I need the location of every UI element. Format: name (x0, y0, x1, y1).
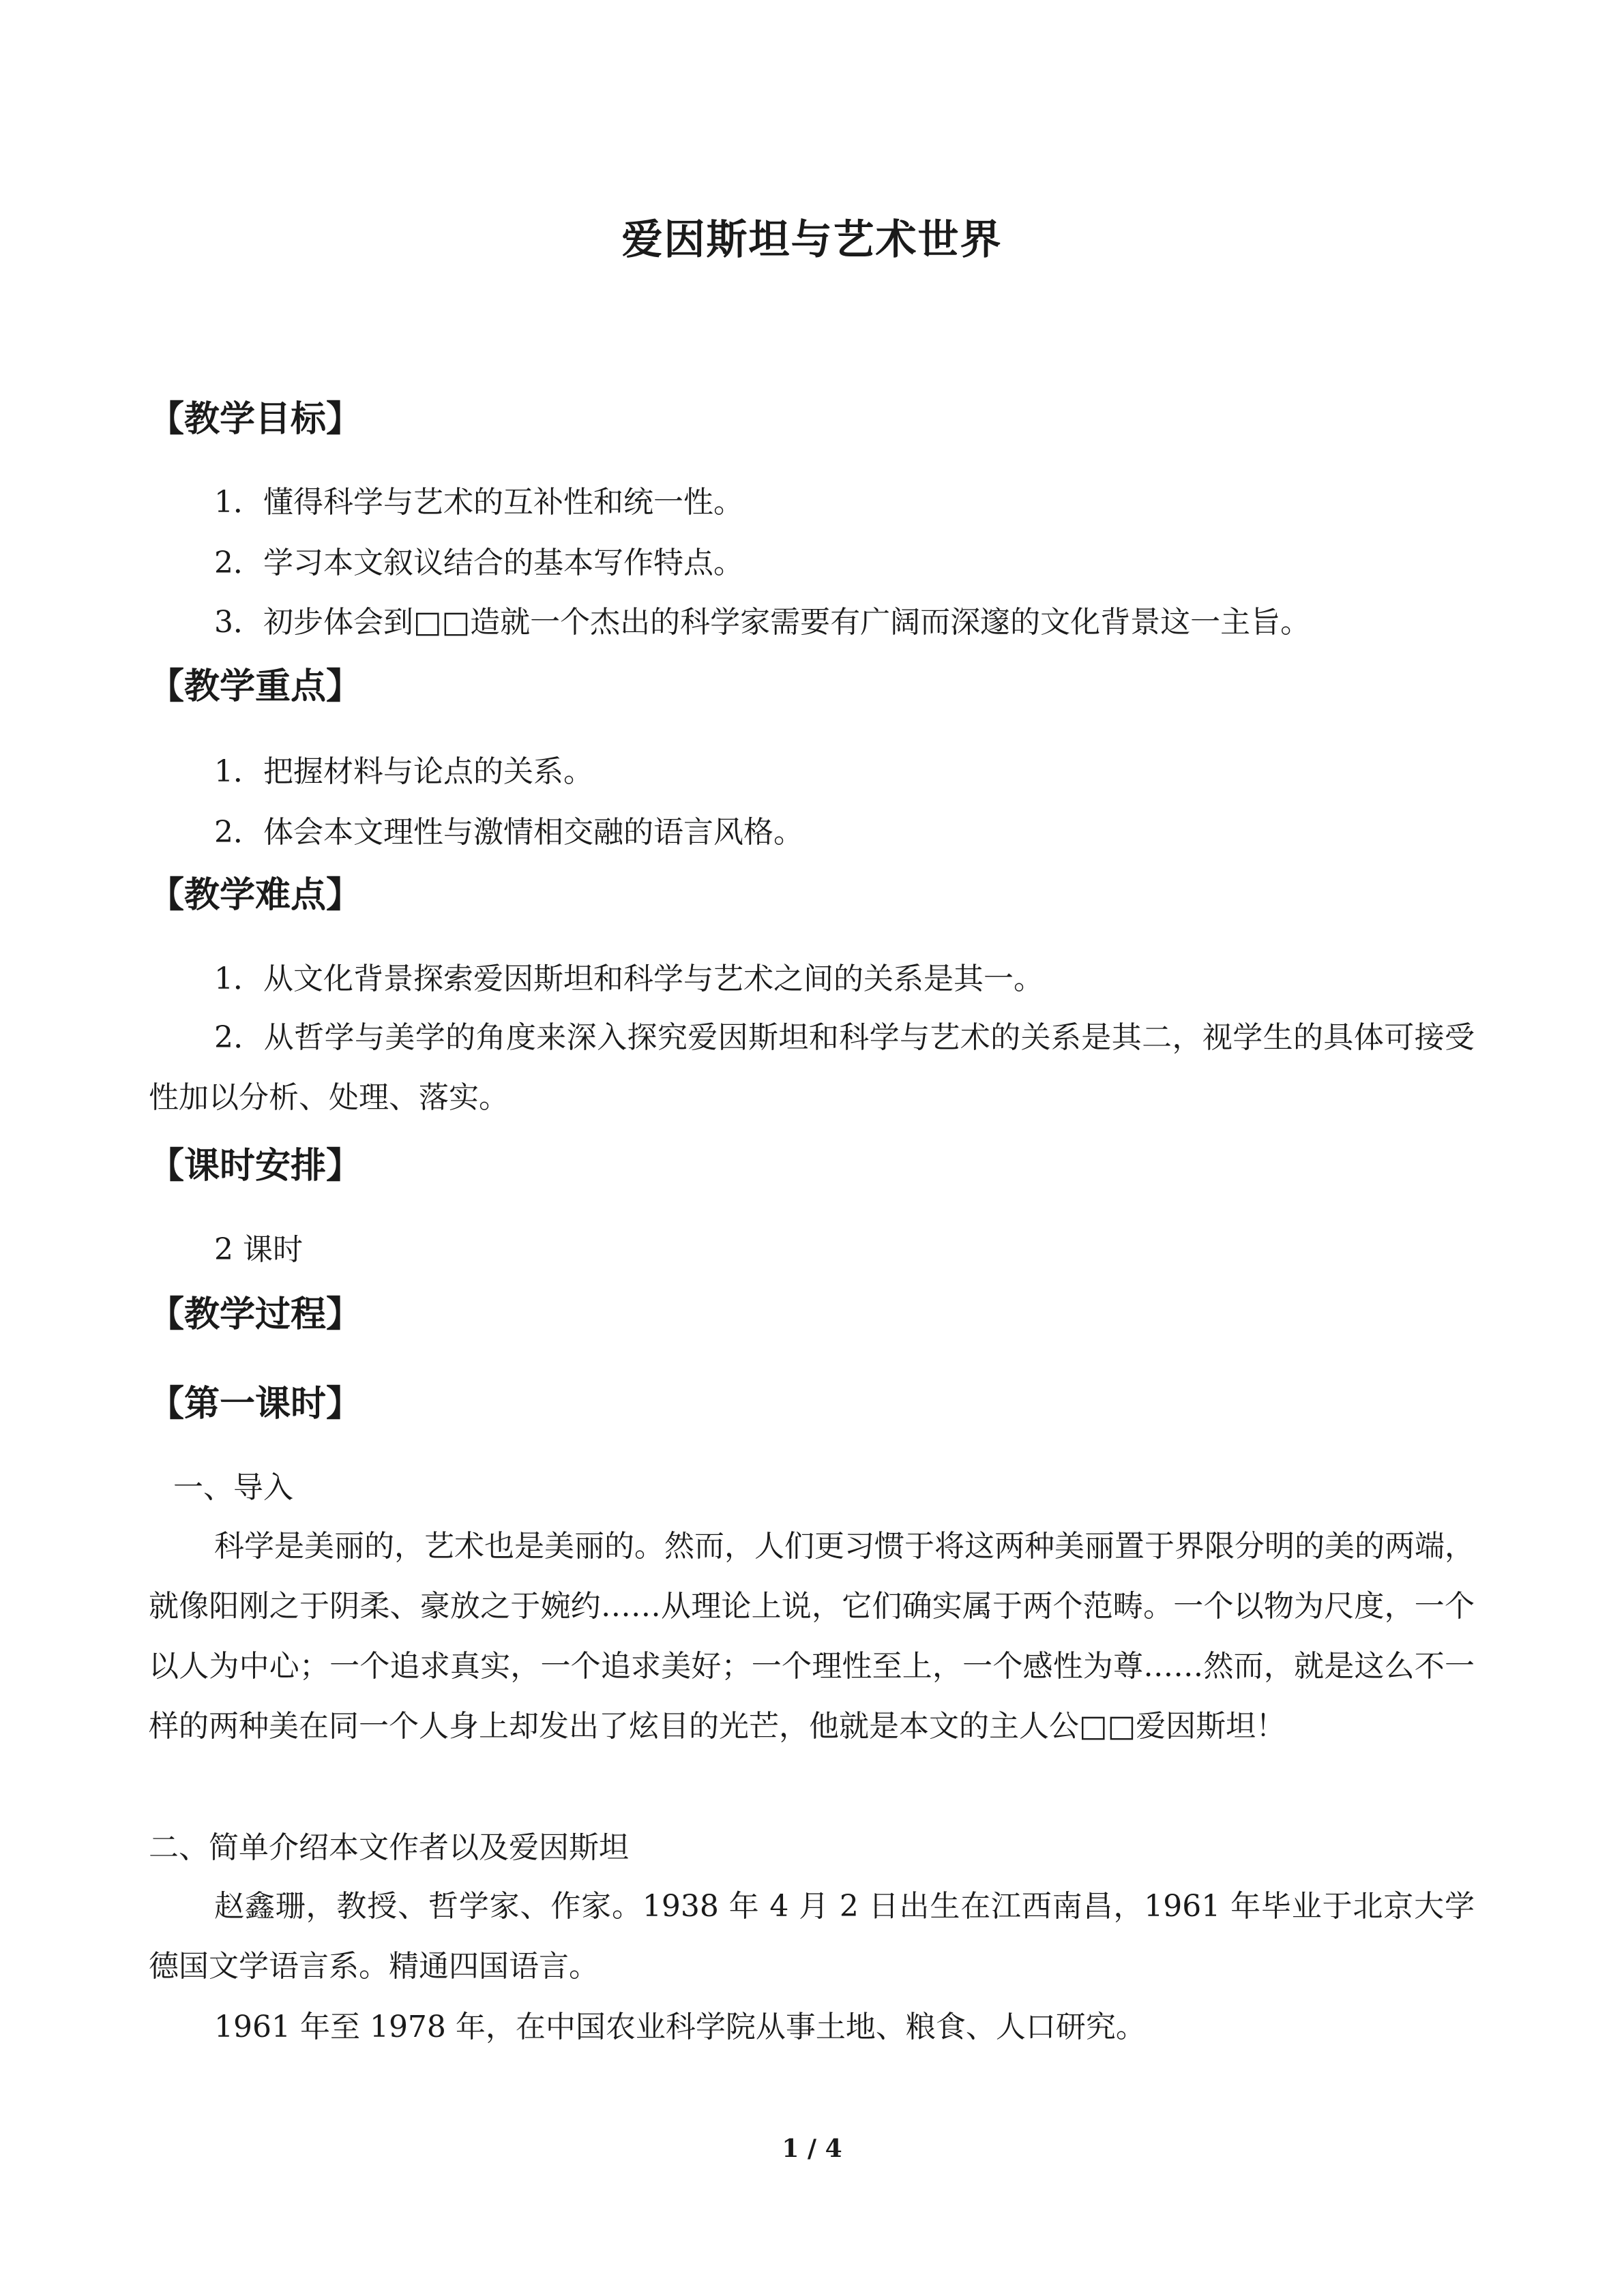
key-point-item-2: 2．体会本文理性与激情相交融的语言风格。 (214, 815, 803, 850)
part1-label: 一、导入 (173, 1470, 293, 1505)
part2-paragraph-1: 赵鑫珊，教授、哲学家、作家。1938 年 4 月 2 日出生在江西南昌，1961 年毕业于北京大学德国文学语言系。精通四国语言。 (149, 1889, 1475, 1984)
page-number: 1 / 4 (782, 2134, 842, 2163)
part2-paragraph-2: 1961 年至 1978 年，在中国农业科学院从事土地、粮食、人口研究。 (214, 2010, 1146, 2044)
heading-process: 【教学过程】 (149, 1294, 362, 1335)
part2-label: 二、简单介绍本文作者以及爱因斯坦 (149, 1830, 629, 1865)
schedule-text: 2 课时 (214, 1232, 303, 1267)
part1-paragraph: 科学是美丽的，艺术也是美丽的。然而，人们更习惯于将这两种美丽置于界限分明的美的两端，就像阳刚之于阴柔、豪放之于婉约……从理论上说，它们确实属于两个范畴。一个以物为尺度，一个以人为中心；一个追求真实，一个追求美好；一个理性至上，一个感性为尊……然而，就是这么不一样的两种美在同一个人身上却发出了炫目的光芒，他就是本文的主人公□□爱因斯坦！ (149, 1529, 1475, 1744)
heading-difficulties: 【教学难点】 (149, 875, 362, 916)
difficulty-item-1: 1．从文化背景探索爱因斯坦和科学与艺术之间的关系是其一。 (214, 961, 1044, 996)
objective-item-3: 3．初步体会到□□造就一个杰出的科学家需要有广阔而深邃的文化背景这一主旨。 (214, 605, 1311, 640)
objective-item-2: 2．学习本文叙议结合的基本写作特点。 (214, 546, 743, 580)
heading-lesson-1: 【第一课时】 (149, 1384, 362, 1425)
difficulty-item-2: 2．从哲学与美学的角度来深入探究爱因斯坦和科学与艺术的关系是其二，视学生的具体可接受性加以分析、处理、落实。 (149, 1020, 1475, 1115)
document-title: 爱因斯坦与艺术世界 (621, 216, 1003, 264)
heading-schedule: 【课时安排】 (149, 1146, 362, 1187)
heading-objectives: 【教学目标】 (149, 399, 362, 440)
key-point-item-1: 1．把握材料与论点的关系。 (214, 754, 593, 789)
objective-item-1: 1．懂得科学与艺术的互补性和统一性。 (214, 485, 743, 520)
heading-key-points: 【教学重点】 (149, 666, 362, 707)
